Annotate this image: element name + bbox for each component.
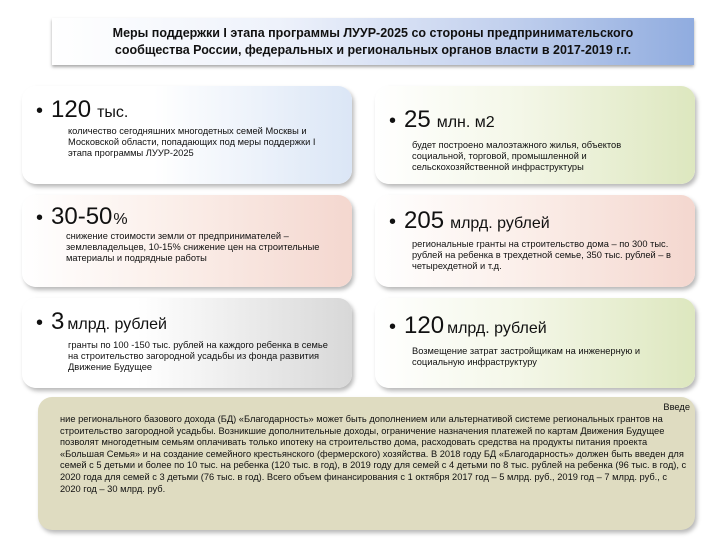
card-estate-grants [22, 298, 352, 388]
card-housing [375, 86, 695, 184]
card-headline [389, 312, 547, 340]
bullet-icon: • [36, 312, 44, 334]
card-number: 205 [404, 207, 445, 234]
title-line-2: сообщества России, федеральных и региональных органов власти в 2017-2019 г.г. [114, 42, 632, 57]
card-number: 3 [51, 308, 65, 335]
card-developer-compensation [375, 298, 695, 388]
bullet-icon: • [389, 211, 397, 233]
card-headline [36, 203, 128, 231]
card-description: региональные гранты на строительство дома – по 300 тыс. рублей на ребенка в трехдетной семье, 350 тыс. рублей – в четырехдетной и т.д. [412, 239, 671, 272]
title-line-1: Меры поддержки I этапа программы ЛУУР-2025 со стороны предпринимательского [112, 25, 634, 40]
card-unit: млн. м2 [436, 114, 495, 131]
panel-lead-word: Введе [663, 402, 690, 412]
card-unit: % [113, 211, 128, 228]
card-number: 120 [51, 96, 92, 123]
panel-text: ние регионального базового дохода (БД) «Благодарность» может быть дополнением или альтернативой системе региональных грантов на строительство загородной усадьбы. Возникшие дополнительные доходы, ограничение назначения платежей по картам Движения Будущее позволят многодетным семьям оплачивать только ипотеку на строительство дома, расходовать средства на продукты питания проекта «Большая Семья» и на создание семейного крестьянского (фермерского) хозяйства. В 2018 году БД «Благодарность» должен быть введен для семей с 5 детьми и более по 10 тыс. на ребенка (120 тыс. в год), в 2019 году для семей с 4 детьми по 8 тыс. рублей на ребенка (96 тыс. в год), с 2020 года для семей с 3 детьми (76 тыс. в год). Всего объем финансирования с 1 октября 2017 год – 5 млрд. руб., 2019 год – 7 млрд. руб., с 2020 год – 30 млрд. руб. [60, 414, 687, 494]
bullet-icon: • [36, 100, 44, 122]
card-unit: млрд. рублей [67, 316, 167, 333]
card-regional-grants [375, 195, 695, 287]
card-unit: тыс. [97, 104, 129, 121]
card-headline [36, 308, 167, 336]
card-headline [389, 207, 550, 235]
bullet-icon: • [389, 110, 397, 132]
card-unit: млрд. рублей [447, 320, 547, 337]
card-description: будет построено малоэтажного жилья, объектов социальной, торговой, промышленной и сельскохозяйственной инфраструктуры [412, 140, 622, 173]
card-number: 120 [404, 312, 445, 339]
card-headline [36, 96, 128, 124]
card-description: Возмещение затрат застройщикам на инженерную и социальную инфраструктуру [412, 346, 641, 368]
card-description: количество сегодняшних многодетных семей Москвы и Московской области, попадающих под меры поддержки I этапа программы ЛУУР-2025 [68, 126, 316, 159]
card-headline [389, 106, 495, 134]
card-description: гранты по 100 -150 тыс. рублей на каждого ребенка в семье на строительство загородной усадьбы из фонда развития Движение Будущее [68, 340, 328, 373]
bullet-icon: • [389, 316, 397, 338]
card-description: снижение стоимости земли от предпринимателей – землевладельцев, 10-15% снижение цен на строительные материалы и подрядные работы [66, 231, 320, 264]
bullet-icon: • [36, 207, 44, 229]
card-unit: млрд. рублей [450, 215, 550, 232]
card-number: 30-50 [51, 203, 113, 230]
page-title [52, 18, 694, 65]
card-families [22, 86, 352, 184]
card-land-cost [22, 195, 352, 287]
card-number: 25 [404, 106, 431, 133]
